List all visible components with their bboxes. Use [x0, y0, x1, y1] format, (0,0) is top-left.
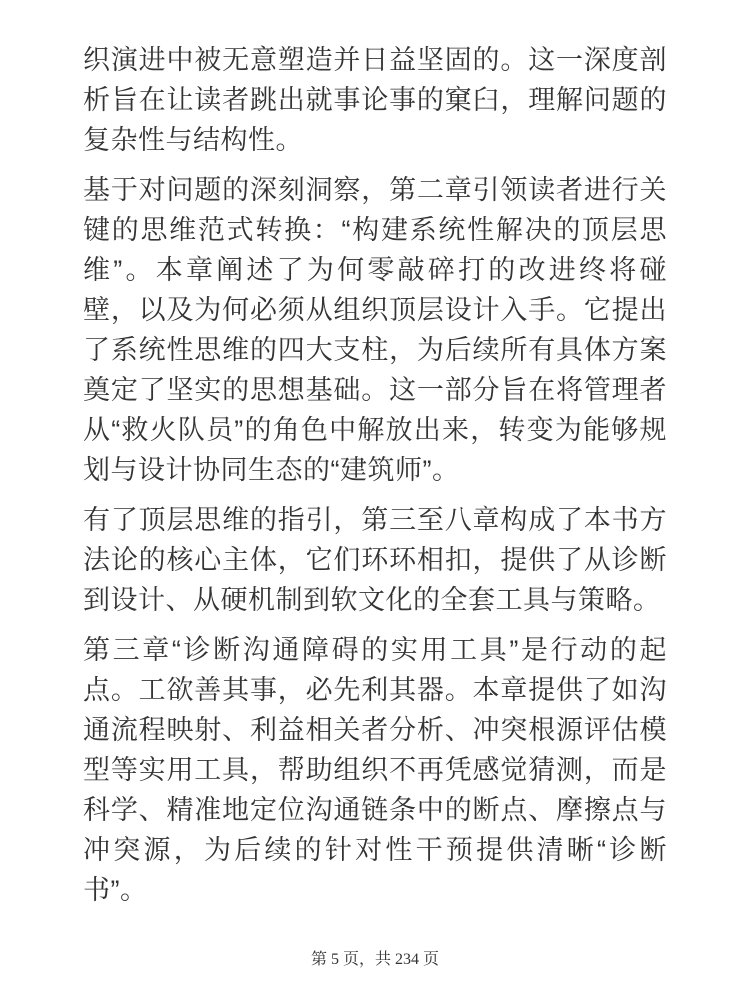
- paragraph-1: 织演进中被无意塑造并日益坚固的。这一深度剖析旨在让读者跳出就事论事的窠臼，理解问题的复杂性与结构性。: [83, 45, 667, 155]
- page-indicator: 第 5 页，共 234 页: [310, 951, 439, 968]
- paragraph-3: 有了顶层思维的指引，第三至八章构成了本书方法论的核心主体，它们环环相扣，提供了从诊断到设计、从硬机制到软文化的全套工具与策略。: [83, 505, 667, 615]
- paragraph-2: 基于对问题的深刻洞察，第二章引领读者进行关键的思维范式转换：“构建系统性解决的顶层思维”。本章阐述了为何零敲碎打的改进终将碰壁，以及为何必须从组织顶层设计入手。它提出了系统性思维的四大支柱，为后续所有具体方案奠定了坚实的思想基础。这一部分旨在将管理者从“救火队员”的角色中解放出来，转变为能够规划与设计协同生态的“建筑师”。: [83, 175, 667, 485]
- text-content: [83, 40, 667, 920]
- paragraph-4: 第三章“诊断沟通障碍的实用工具”是行动的起点。工欲善其事，必先利其器。本章提供了如沟通流程映射、利益相关者分析、冲突根源评估模型等实用工具，帮助组织不再凭感觉猜测，而是科学、精准地定位沟通链条中的断点、摩擦点与冲突源，为后续的针对性干预提供清晰“诊断书”。: [83, 635, 667, 905]
